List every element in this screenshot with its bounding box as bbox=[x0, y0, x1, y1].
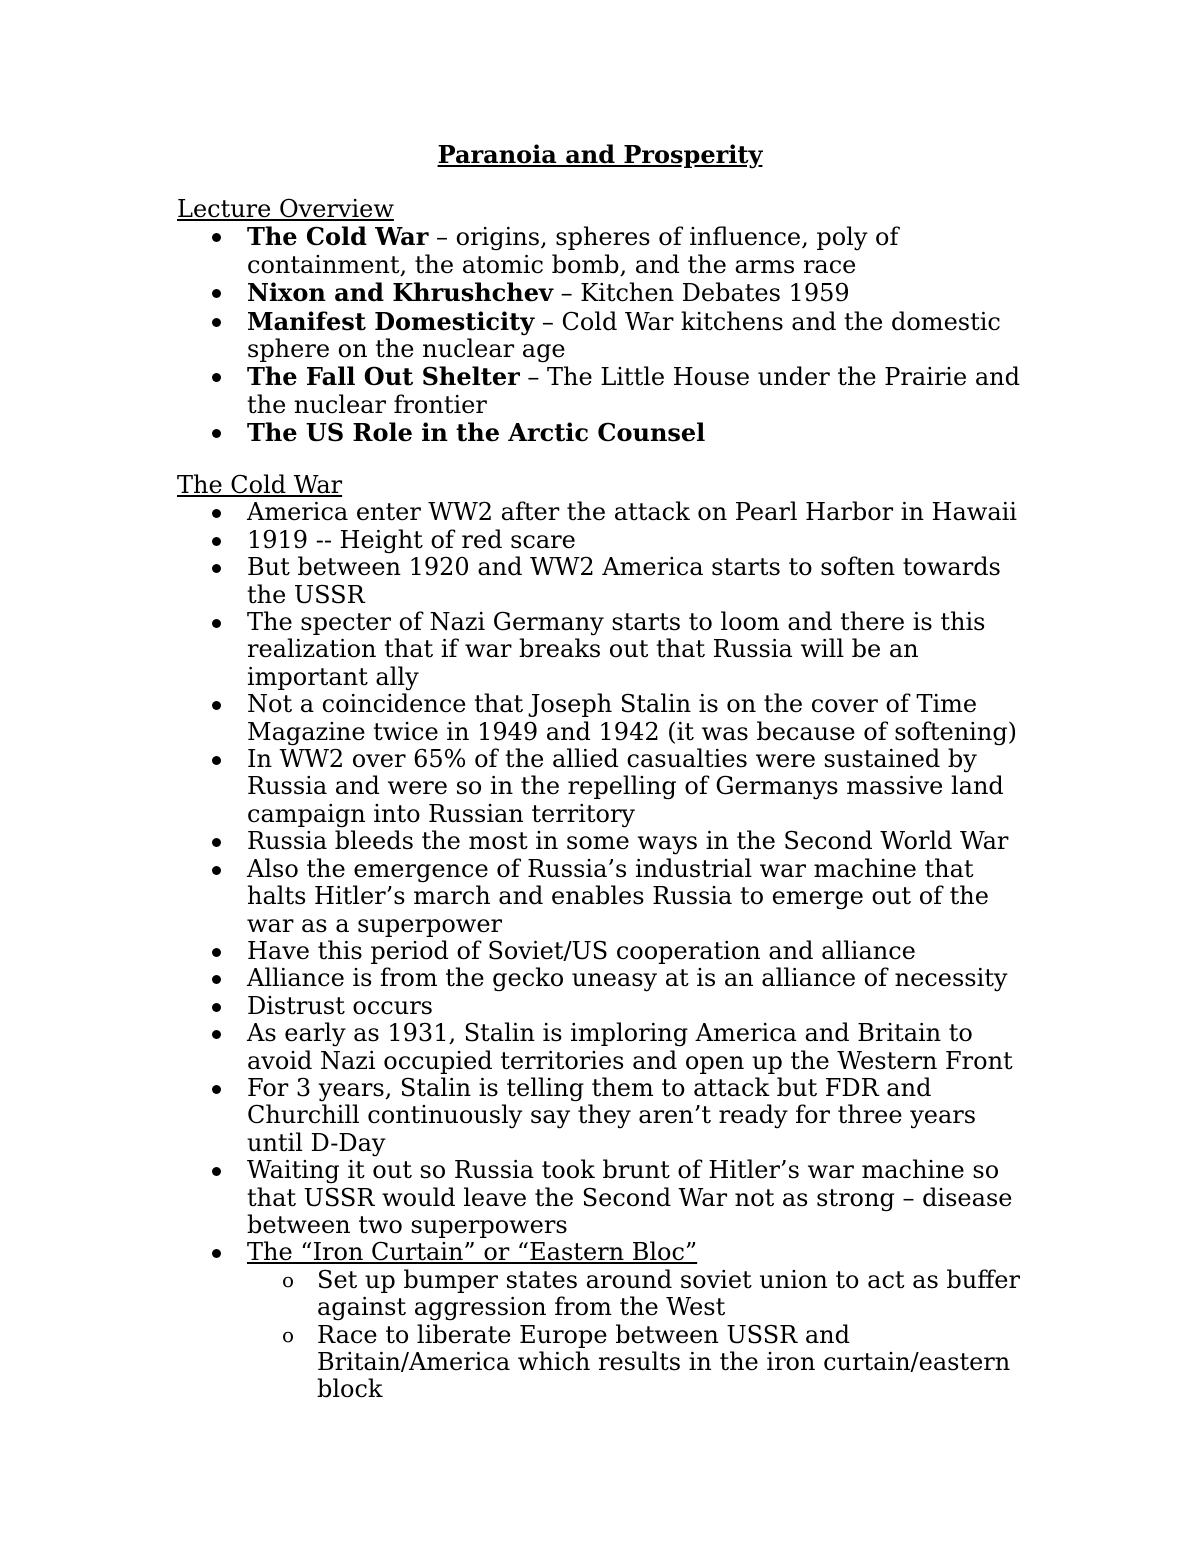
item-text: But between 1920 and WW2 America starts to soften towards the USSR bbox=[247, 553, 1001, 609]
bullet-icon bbox=[212, 1030, 221, 1039]
iron-curtain-label: The “Iron Curtain” or “Eastern Bloc” bbox=[247, 1238, 698, 1267]
item-text: Also the emergence of Russia’s industrial war machine that halts Hitler’s march and enables Russia to emerge out of the war as a superpower bbox=[247, 854, 989, 938]
bullet-icon bbox=[212, 701, 221, 710]
bullet-icon bbox=[212, 1085, 221, 1094]
item-text: – origins, spheres of influence, poly of containment, the atomic bomb, and the arms race bbox=[247, 223, 899, 279]
list-item bbox=[177, 223, 1037, 279]
bullet-icon bbox=[212, 619, 221, 628]
bullet-icon bbox=[212, 756, 221, 765]
item-bold-text: The Cold War bbox=[247, 222, 429, 252]
sub-list-item bbox=[177, 1322, 1037, 1404]
page-title: Paranoia and Prosperity bbox=[437, 140, 763, 169]
item-text: For 3 years, Stalin is telling them to attack but FDR and Churchill continuously say they aren’t ready for three years until D-Day bbox=[247, 1073, 977, 1157]
bullet-icon bbox=[212, 429, 221, 438]
bullet-icon bbox=[212, 509, 221, 518]
bullet-icon bbox=[212, 1249, 221, 1258]
list-item bbox=[177, 1075, 1037, 1157]
item-text: Set up bumper states around soviet union to act as buffer against aggression from the West bbox=[317, 1265, 1020, 1322]
cold-war-list bbox=[177, 499, 1037, 1403]
bullet-icon bbox=[212, 537, 221, 546]
list-item bbox=[177, 965, 1037, 992]
list-item bbox=[177, 746, 1037, 828]
bullet-icon bbox=[212, 975, 221, 984]
bullet-icon bbox=[212, 233, 221, 242]
item-bold-text: The US Role in the Arctic Counsel bbox=[247, 418, 706, 448]
list-item bbox=[177, 1020, 1037, 1075]
item-text: Russia bleeds the most in some ways in the Second World War bbox=[247, 827, 1009, 856]
bullet-icon bbox=[212, 838, 221, 847]
item-text: 1919 -- Height of red scare bbox=[247, 525, 576, 554]
bullet-icon bbox=[212, 866, 221, 875]
item-text: Race to liberate Europe between USSR and Britain/America which results in the iron curtain/eastern block bbox=[317, 1320, 1011, 1404]
lecture-overview-heading: Lecture Overview bbox=[177, 195, 394, 223]
item-text: Waiting it out so Russia took brunt of Hitler’s war machine so that USSR would leave the Second War not as strong – disease between two superpowers bbox=[247, 1156, 1013, 1239]
bullet-icon bbox=[212, 318, 221, 327]
lecture-overview-section bbox=[177, 196, 1037, 448]
list-item bbox=[177, 609, 1037, 691]
list-item bbox=[177, 308, 1037, 364]
list-item bbox=[177, 499, 1037, 526]
bullet-icon bbox=[212, 1167, 221, 1176]
list-item bbox=[177, 828, 1037, 855]
sub-list-item bbox=[177, 1267, 1037, 1322]
bullet-icon bbox=[212, 289, 221, 298]
list-item bbox=[177, 691, 1037, 746]
list-item bbox=[177, 527, 1037, 554]
item-text: – The Little House under the Prairie and the nuclear frontier bbox=[247, 363, 1020, 419]
lecture-overview-list bbox=[177, 223, 1037, 447]
item-bold-text: The Fall Out Shelter bbox=[247, 362, 520, 392]
item-text: Not a coincidence that Joseph Stalin is on the cover of Time Magazine twice in 1949 and 1942 (it was because of softening) bbox=[247, 690, 1018, 746]
item-text: Alliance is from the gecko uneasy at is an alliance of necessity bbox=[247, 964, 1008, 993]
list-item bbox=[177, 554, 1037, 609]
list-item bbox=[177, 856, 1037, 938]
list-item-iron-curtain bbox=[177, 1239, 1037, 1403]
cold-war-section bbox=[177, 472, 1037, 1404]
list-item bbox=[177, 363, 1037, 419]
list-item bbox=[177, 419, 1037, 447]
bullet-icon bbox=[212, 948, 221, 957]
item-text: The specter of Nazi Germany starts to loom and there is this realization that if war breaks out that Russia will be an important ally bbox=[247, 608, 986, 691]
item-bold-text: Nixon and Khrushchev bbox=[247, 278, 553, 308]
item-text: As early as 1931, Stalin is imploring America and Britain to avoid Nazi occupied territories and open up the Western Front bbox=[247, 1019, 1013, 1075]
item-bold-text: Manifest Domesticity bbox=[247, 306, 535, 336]
item-text: – Kitchen Debates 1959 bbox=[552, 279, 850, 308]
circle-bullet-icon: o bbox=[282, 1267, 295, 1292]
bullet-icon bbox=[212, 373, 221, 382]
circle-bullet-icon: o bbox=[282, 1322, 295, 1347]
item-text: Have this period of Soviet/US cooperation and alliance bbox=[247, 936, 916, 965]
cold-war-heading: The Cold War bbox=[177, 471, 343, 499]
item-text: In WW2 over 65% of the allied casualties were sustained by Russia and were so in the repelling of Germanys massive land campaign into Russian territory bbox=[247, 745, 1004, 828]
list-item bbox=[177, 279, 1037, 307]
item-text: America enter WW2 after the attack on Pearl Harbor in Hawaii bbox=[247, 498, 1017, 527]
item-text: Distrust occurs bbox=[247, 991, 433, 1020]
item-text: – Cold War kitchens and the domestic sphere on the nuclear age bbox=[247, 307, 1001, 364]
list-item bbox=[177, 993, 1037, 1020]
bullet-icon bbox=[212, 1003, 221, 1012]
list-item bbox=[177, 1157, 1037, 1239]
bullet-icon bbox=[212, 564, 221, 573]
list-item bbox=[177, 938, 1037, 965]
iron-curtain-sublist bbox=[247, 1267, 1037, 1404]
